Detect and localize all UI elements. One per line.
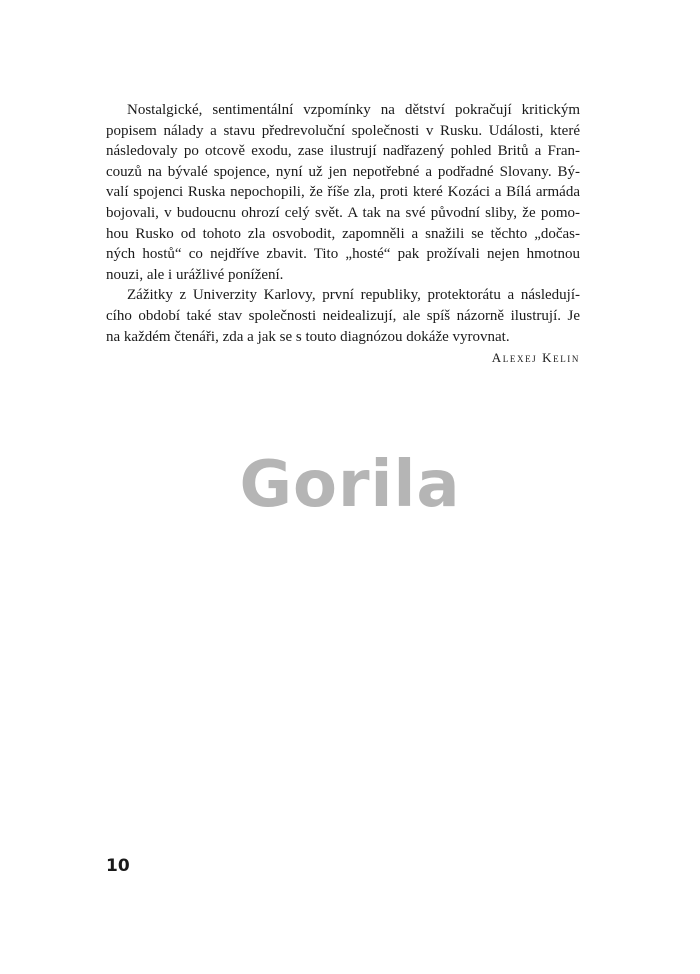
- text-line: ných hostů“ co nejdříve zbavit. Tito „hosté“ pak prožívali nejen hmotnou: [106, 246, 580, 263]
- body-text: [106, 100, 580, 347]
- text-line: následovaly po otcově exodu, zase ilustrují nadřazený pohled Britů a Fran-: [106, 143, 580, 160]
- text-line: hou Rusko od tohoto zla osvobodit, zapomněli a snažili se těchto „dočas-: [106, 225, 580, 242]
- paragraph-1: [106, 100, 580, 285]
- text-line: couzů na bývalé spojence, nyní už jen nepotřebné a podřadné Slovany. Bý-: [106, 163, 580, 180]
- text-line: bojovali, v budoucnu ohrozí celý svět. A tak na své původní sliby, že pomo-: [106, 204, 580, 221]
- text-line: popisem nálady a stavu předrevoluční společnosti v Rusku. Události, které: [106, 122, 580, 139]
- publisher-watermark: Gorila: [239, 448, 461, 522]
- text-line: cího období také stav společnosti neidealizují, ale spíš názorně ilustrují. Je: [106, 307, 580, 324]
- author-signature: Alexej Kelin: [491, 350, 580, 365]
- paragraph-2: [106, 285, 580, 347]
- text-line: valí spojenci Ruska nepochopili, že říše zla, proti které Kozáci a Bílá armáda: [106, 184, 580, 201]
- text-line: na každém čtenáři, zda a jak se s touto diagnózou dokáže vyrovnat.: [106, 328, 510, 345]
- text-line: Nostalgické, sentimentální vzpomínky na dětství pokračují kritickým: [127, 102, 580, 118]
- page-number: 10: [106, 856, 130, 876]
- text-line: nouzi, ale i urážlivé ponížení.: [106, 266, 284, 283]
- text-line: Zážitky z Univerzity Karlovy, první republiky, protektorátu a následují-: [127, 287, 580, 304]
